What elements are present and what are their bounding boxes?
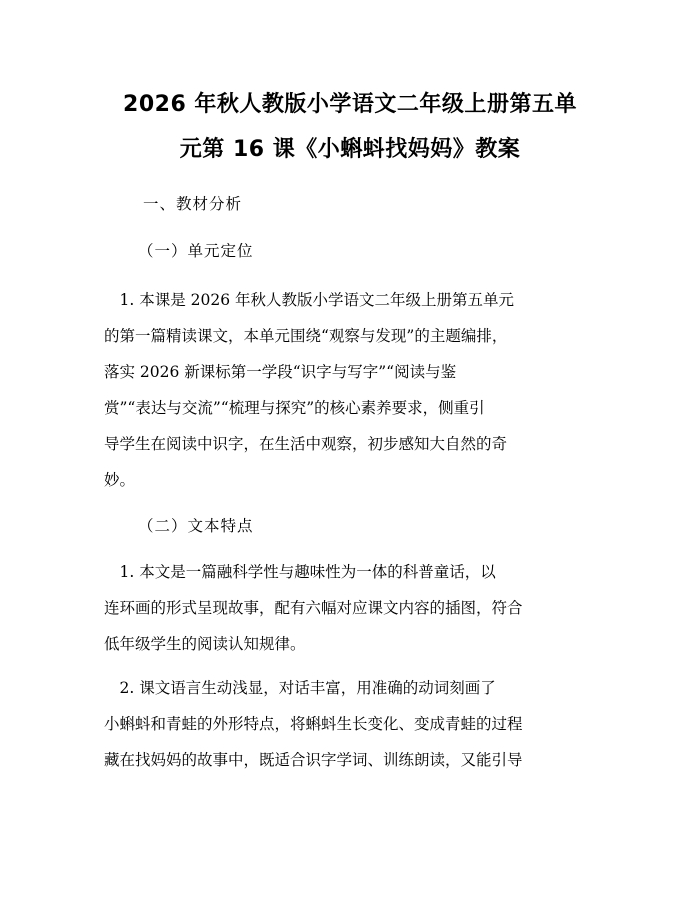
paragraph-line: 连环画的形式呈现故事，配有六幅对应课文内容的插图，符合 [104, 599, 523, 617]
paragraph-line: 的第一篇精读课文，本单元围绕“观察与发现”的主题编排， [104, 327, 508, 345]
paragraph-line: 赏”“表达与交流”“梳理与探究”的核心素养要求，侧重引 [104, 399, 485, 417]
paragraph-line: 1. 本课是 2026 年秋人教版小学语文二年级上册第五单元 [104, 291, 515, 309]
paragraph-unit-positioning [104, 282, 604, 498]
paragraph-line: 2. 课文语言生动浅显，对话丰富，用准确的动词刻画了 [104, 679, 496, 697]
section-heading-materials-analysis: 一、教材分析 [143, 195, 243, 213]
document-title-line-2: 元第 16 课《小蝌蚪找妈妈》教案 [179, 137, 521, 162]
paragraph-line: 导学生在阅读中识字，在生活中观察，初步感知大自然的奇 [104, 435, 508, 453]
paragraph-text-features-2 [104, 670, 604, 778]
paragraph-line: 落实 2026 新课标第一学段“识字与写字”“阅读与鉴 [104, 363, 457, 381]
paragraph-line: 低年级学生的阅读认知规律。 [104, 635, 306, 653]
paragraph-line: 小蝌蚪和青蛙的外形特点，将蝌蚪生长变化、变成青蛙的过程 [104, 715, 523, 733]
paragraph-text-features-1 [104, 554, 604, 662]
paragraph-line: 藏在找妈妈的故事中，既适合识字学词、训练朗读，又能引导 [104, 751, 523, 769]
document-title-line-1: 2026 年秋人教版小学语文二年级上册第五单 [123, 92, 577, 117]
subsection-heading-unit-positioning: （一）单元定位 [138, 242, 254, 260]
paragraph-line: 妙。 [104, 471, 136, 489]
subsection-heading-text-features: （二）文本特点 [138, 517, 254, 535]
paragraph-line: 1. 本文是一篇融科学性与趣味性为一体的科普童话，以 [104, 563, 496, 581]
